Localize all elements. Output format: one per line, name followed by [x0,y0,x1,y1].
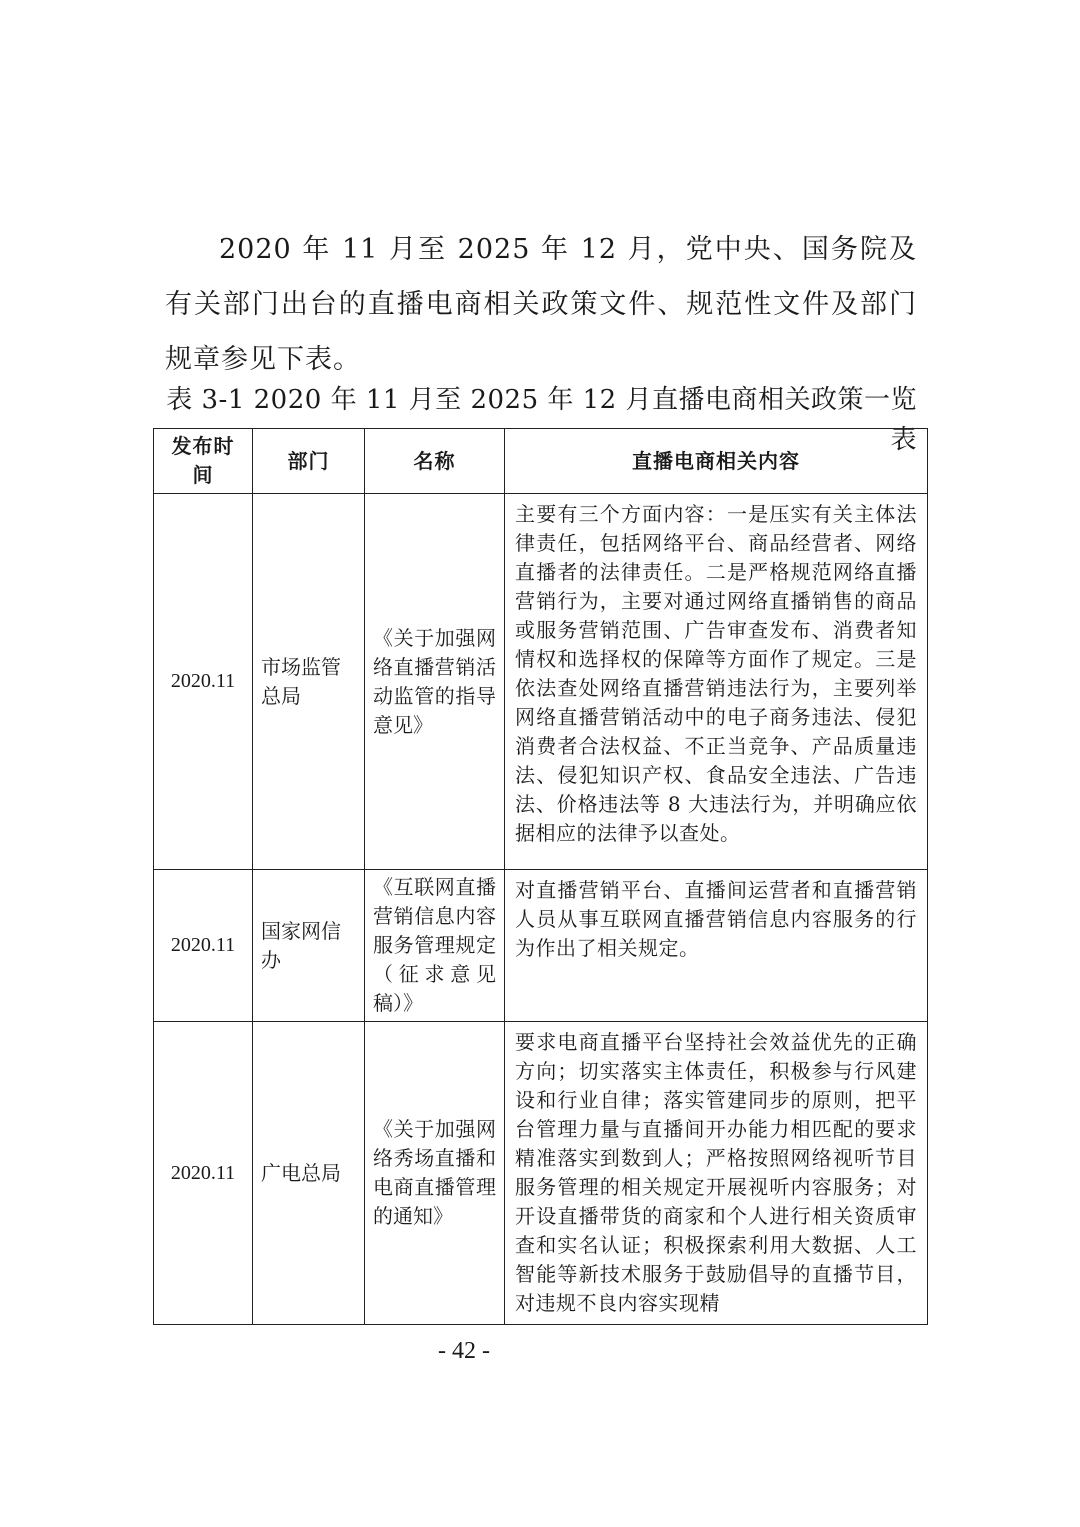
table-row [154,870,928,1022]
cell-date: 2020.11 [154,1022,253,1325]
page-number: - 42 - [438,1338,490,1364]
cell-dept: 广电总局 [253,1022,365,1325]
header-dept: 部门 [253,429,365,494]
cell-dept: 国家网信办 [253,870,365,1022]
table-caption: 表 3-1 2020 年 11 月至 2025 年 12 月直播电商相关政策一览表 [166,385,917,455]
header-name: 名称 [365,429,505,494]
cell-date: 2020.11 [154,494,253,870]
table-row [154,1022,928,1325]
cell-dept: 市场监管总局 [253,494,365,870]
cell-content: 主要有三个方面内容：一是压实有关主体法律责任，包括网络平台、商品经营者、网络直播者的法律责任。二是严格规范网络直播营销行为，主要对通过网络直播销售的商品或服务营销范围、广告审查发布、消费者知情权和选择权的保障等方面作了规定。三是依法查处网络直播营销违法行为，主要列举网络直播营销活动中的电子商务违法、侵犯消费者合法权益、不正当竞争、产品质量违法、侵犯知识产权、食品安全违法、广告违法、价格违法等 8 大违法行为，并明确应依据相应的法律予以查处。 [505,494,928,870]
table-row [154,494,928,870]
cell-name: 《关于加强网络秀场直播和电商直播管理的通知》 [365,1022,505,1325]
cell-date: 2020.11 [154,870,253,1022]
header-content: 直播电商相关内容 [505,429,928,494]
cell-name: 《互联网直播营销信息内容服务管理规定（征求意见稿）》 [365,870,505,1022]
intro-paragraph: 2020 年 11 月至 2025 年 12 月，党中央、国务院及有关部门出台的直播电商相关政策文件、规范性文件及部门规章参见下表。 [165,234,917,375]
cell-content: 对直播营销平台、直播间运营者和直播营销人员从事互联网直播营销信息内容服务的行为作出了相关规定。 [505,870,928,1022]
cell-content: 要求电商直播平台坚持社会效益优先的正确方向；切实落实主体责任，积极参与行风建设和行业自律；落实管建同步的原则，把平台管理力量与直播间开办能力相匹配的要求精准落实到数到人；严格按照网络视听节目服务管理的相关规定开展视听内容服务；对开设直播带货的商家和个人进行相关资质审查和实名认证；积极探索利用大数据、人工智能等新技术服务于鼓励倡导的直播节目，对违规不良内容实现精 [505,1022,928,1325]
cell-name: 《关于加强网络直播营销活动监管的指导意见》 [365,494,505,870]
policy-table [153,428,928,1325]
table-header-row [154,429,928,494]
header-date: 发布时间 [154,429,253,494]
